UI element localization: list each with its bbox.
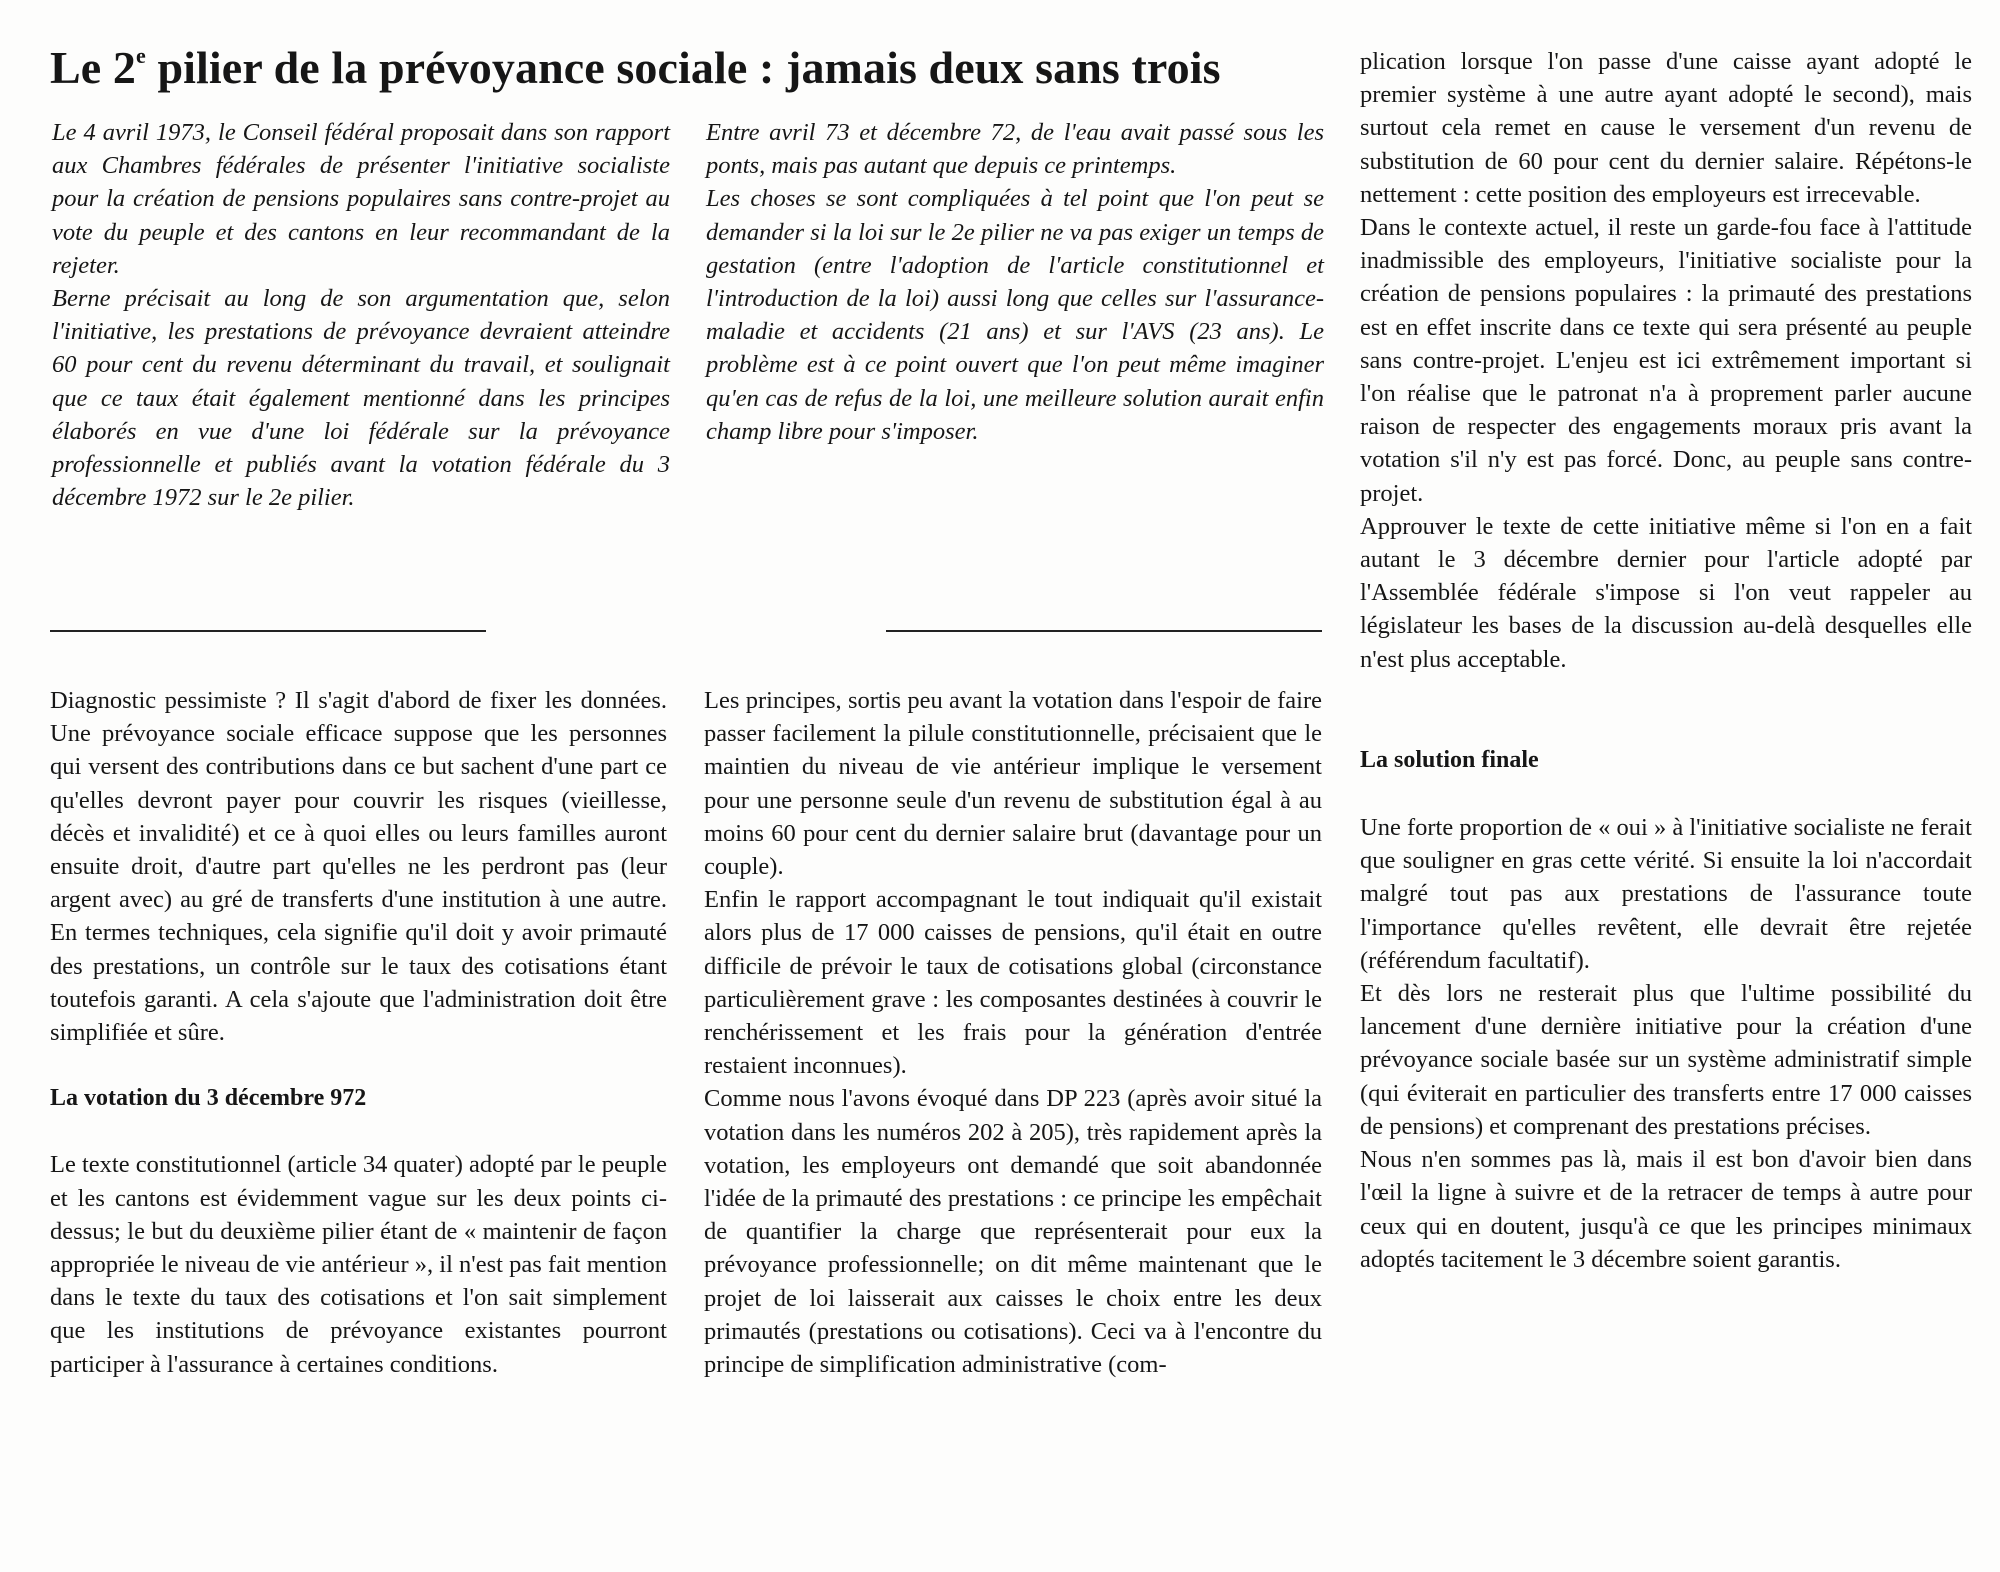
article-title bbox=[50, 38, 1340, 98]
body-paragraph: Une forte proportion de « oui » à l'initiative socialiste ne ferait que souligner en gras cette vérité. Si ensuite la loi n'accordait malgré tout pas aux prestations de l'assurance toute l'importance qu'elles revêtent, elle devrait être rejetée (référendum facultatif). bbox=[1360, 814, 1972, 974]
body-paragraph: Comme nous l'avons évoqué dans DP 223 (après avoir situé la votation dans les numéros 202 à 205), très rapidement après la votation, les employeurs ont demandé que soit abandonnée l'idée de la primauté des prestations : ce principe les empêchait de quantifier la charge que représenterait pour eux la prévoyance professionnelle; on dit même maintenant que le projet de loi laisserait aux caisses le choix entre les deux primautés (prestations ou cotisations). Ceci va à l'encontre du principe de simplification administrative (com- bbox=[704, 1085, 1322, 1379]
body-column-2 bbox=[704, 684, 1322, 1381]
intro-column-middle bbox=[706, 116, 1324, 448]
section-heading-solution: La solution finale bbox=[1360, 746, 1539, 773]
body-paragraph: Diagnostic pessimiste ? Il s'agit d'abord de fixer les données. Une prévoyance sociale efficace suppose que les personnes qui versent des contributions dans ce but sachent d'une part ce qu'elles devront payer pour couvrir les risques (vieillesse, décès et invalidité) et ce à quoi elles ou leurs familles auront ensuite droit, d'autre part qu'elles ne les perdront pas (leur argent avec) au gré de transferts d'une institution à une autre. En termes techniques, cela signifie qu'il doit y avoir primauté des prestations, un contrôle sur le taux des cotisations étant toutefois garanti. A cela s'ajoute que l'administration doit être simplifiée et sûre. bbox=[50, 687, 667, 1047]
section-heading-votation: La votation du 3 décembre 972 bbox=[50, 1085, 367, 1112]
body-column-1 bbox=[50, 684, 667, 1381]
intro-paragraph: Entre avril 73 et décembre 72, de l'eau avait passé sous les ponts, mais pas autant que depuis ce printemps. bbox=[706, 119, 1324, 180]
body-paragraph: Enfin le rapport accompagnant le tout indiquait qu'il existait alors plus de 17 000 caisses de pensions, qu'il était en outre difficile de prévoir le taux de cotisations global (circonstance particulièrement grave : les composantes destinées à couvrir le renchérissement et les frais pour la génération d'entrée restaient inconnues). bbox=[704, 886, 1322, 1080]
body-paragraph: Approuver le texte de cette initiative même si l'on en a fait autant le 3 décembre dernier pour l'article adopté par l'Assemblée fédérale s'impose si l'on veut rappeler au législateur les bases de la discussion au-delà desquelles elle n'est plus acceptable. bbox=[1360, 512, 1972, 673]
separator-rule-right bbox=[886, 630, 1322, 632]
intro-paragraph: Les choses se sont compliquées à tel point que l'on peut se demander si la loi sur le 2e pilier ne va pas exiger un temps de gestation (entre l'adoption de l'article constitutionnel et l'introduction de la loi) aussi long que celles sur l'assurance-maladie et accidents (21 ans) et sur l'AVS (23 ans). Le problème est à ce point ouvert que l'on peut même imaginer qu'en cas de refus de la loi, une meilleure solution aurait enfin champ libre pour s'imposer. bbox=[706, 185, 1324, 445]
body-paragraph: Le texte constitutionnel (article 34 quater) adopté par le peuple et les cantons est évidemment vague sur les deux points ci-dessus; le but du deuxième pilier étant de « maintenir de façon appropriée le niveau de vie antérieur », il n'est pas fait mention dans le texte du taux des cotisations et l'on sait simplement que les institutions de prévoyance existantes pourront participer à l'assurance à certaines conditions. bbox=[50, 1151, 668, 1378]
separator-rule-left bbox=[50, 630, 486, 632]
body-paragraph: Dans le contexte actuel, il reste un garde-fou face à l'attitude inadmissible des employeurs, l'initiative socialiste pour la création de pensions populaires : la primauté des prestations est en effet inscrite dans ce texte qui sera présenté au peuple sans contre-projet. L'enjeu est ici extrêmement important si l'on réalise que le patronat n'a à proprement parler aucune raison de respecter des engagements moraux pris avant la votation s'il n'y est pas forcé. Donc, au peuple sans contre-projet. bbox=[1360, 214, 1972, 507]
title-text-start: Le 2 bbox=[50, 42, 136, 93]
title-superscript: e bbox=[136, 43, 146, 68]
intro-column-left bbox=[52, 116, 670, 514]
body-column-3 bbox=[1360, 45, 1972, 1276]
intro-paragraph: Le 4 avril 1973, le Conseil fédéral proposait dans son rapport aux Chambres fédérales de présenter l'initiative socialiste pour la création de pensions populaires sans contre-projet au vote du peuple et des cantons en leur recommandant de la rejeter. bbox=[52, 119, 670, 279]
body-paragraph: Nous n'en sommes pas là, mais il est bon d'avoir bien dans l'œil la ligne à suivre et de la retracer de temps à autre pour ceux qui en doutent, jusqu'à ce que les principes minimaux adoptés tacitement le 3 décembre soient garantis. bbox=[1360, 1146, 1972, 1273]
body-paragraph: plication lorsque l'on passe d'une caisse ayant adopté le premier système à une autre ayant adopté le second), mais surtout cela remet en cause le versement d'un revenu de substitution de 60 pour cent du dernier salaire. Répétons-le nettement : cette position des employeurs est irrecevable. bbox=[1360, 48, 1972, 208]
body-paragraph: Et dès lors ne resterait plus que l'ultime possibilité du lancement d'une dernière initiative pour la création d'une prévoyance sociale basée sur un système administratif simple (qui éviterait en particulier des transferts entre 17 000 caisses de pensions) et comprenant des prestations précises. bbox=[1360, 980, 1972, 1140]
title-text-end: pilier de la prévoyance sociale : jamais deux sans trois bbox=[145, 42, 1221, 93]
body-paragraph: Les principes, sortis peu avant la votation dans l'espoir de faire passer facilement la pilule constitutionnelle, précisaient que le maintien du niveau de vie antérieur implique le versement pour une personne seule d'un revenu de substitution égal à au moins 60 pour cent du dernier salaire brut (davantage pour un couple). bbox=[704, 687, 1322, 881]
intro-paragraph: Berne précisait au long de son argumentation que, selon l'initiative, les prestations de prévoyance devraient atteindre 60 pour cent du revenu déterminant du travail, et soulignait que ce taux était également mentionné dans les principes élaborés en vue d'une loi fédérale sur la prévoyance professionnelle et publiés avant la votation fédérale du 3 décembre 1972 sur le 2e pilier. bbox=[52, 285, 670, 512]
